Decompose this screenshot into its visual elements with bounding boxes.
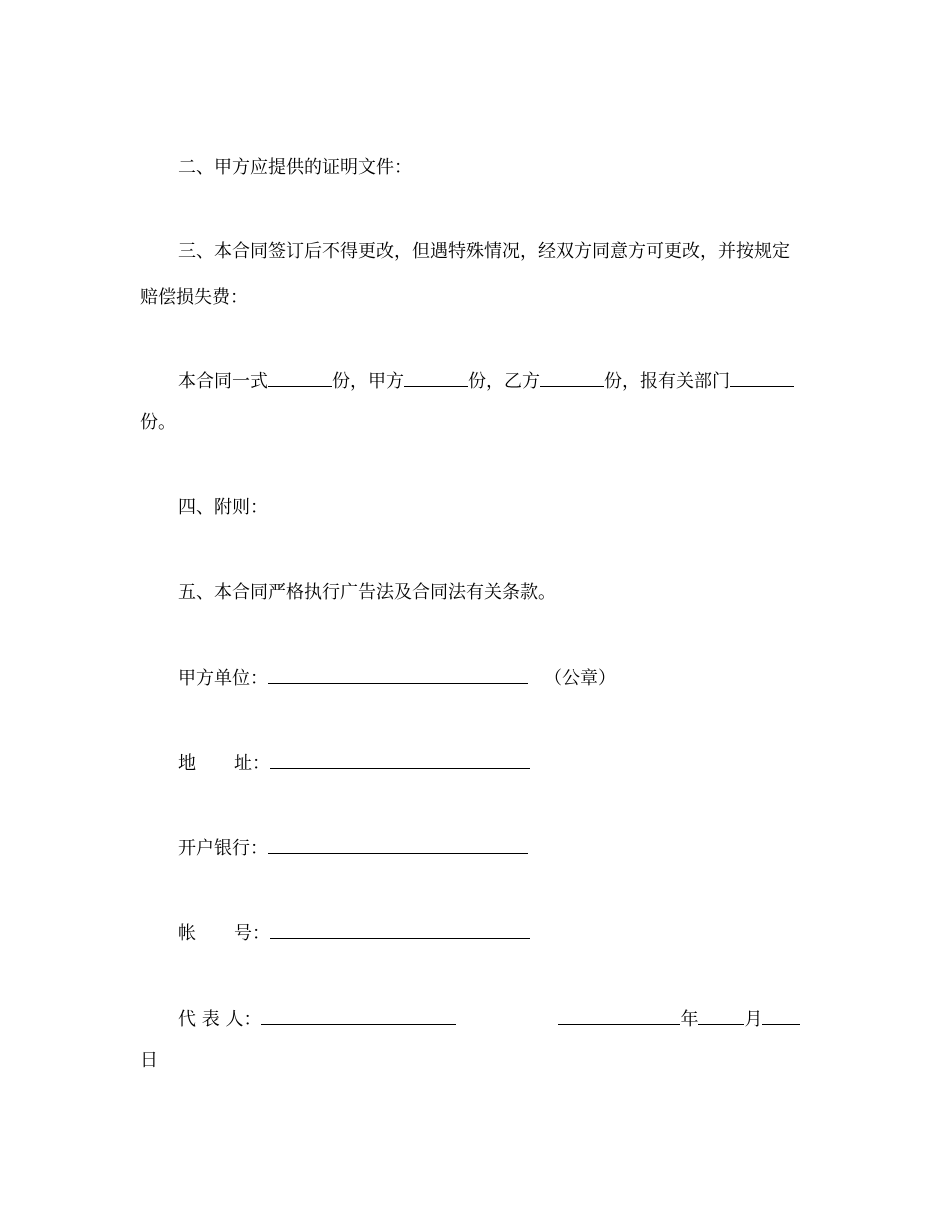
address-blank[interactable] bbox=[270, 752, 530, 769]
copies-party-a-blank[interactable] bbox=[404, 370, 468, 387]
year-label: 年 bbox=[680, 1009, 699, 1030]
clause-3-line-2: 赔偿损失费： bbox=[140, 287, 248, 308]
copies-department-blank[interactable] bbox=[730, 370, 794, 387]
account-label-char-2: 号： bbox=[234, 923, 270, 944]
clause-2: 二、甲方应提供的证明文件： bbox=[178, 157, 412, 178]
clause-4: 四、附则： bbox=[178, 497, 268, 518]
copies-party-b-blank[interactable] bbox=[540, 370, 604, 387]
day-label: 日 bbox=[140, 1050, 158, 1071]
account-row bbox=[178, 922, 530, 945]
copies-total-blank[interactable] bbox=[268, 370, 332, 387]
bank-row bbox=[178, 837, 528, 860]
party-a-unit-blank[interactable] bbox=[268, 667, 528, 684]
year-blank[interactable] bbox=[558, 1008, 680, 1025]
bank-label: 开户银行： bbox=[178, 838, 268, 859]
copies-line-1 bbox=[178, 370, 794, 393]
representative-row bbox=[178, 1008, 800, 1031]
day-blank[interactable] bbox=[762, 1008, 800, 1025]
clause-5: 五、本合同严格执行广告法及合同法有关条款。 bbox=[178, 582, 556, 603]
address-row bbox=[178, 752, 530, 775]
bank-blank[interactable] bbox=[268, 837, 528, 854]
copies-prefix: 本合同一式 bbox=[178, 371, 268, 392]
address-label-char-1: 地 bbox=[178, 753, 196, 774]
copies-part-3: 份，报有关部门 bbox=[604, 371, 730, 392]
copies-part-2: 份，乙方 bbox=[468, 371, 540, 392]
representative-label: 代 表 人： bbox=[178, 1009, 262, 1030]
account-blank[interactable] bbox=[270, 922, 530, 939]
month-label: 月 bbox=[744, 1009, 763, 1030]
party-a-unit-label: 甲方单位： bbox=[178, 668, 268, 689]
copies-line-2: 份。 bbox=[140, 412, 176, 433]
party-a-unit-row bbox=[178, 667, 616, 690]
address-label-char-2: 址： bbox=[234, 753, 270, 774]
seal-label: （公章） bbox=[544, 668, 616, 689]
account-label-char-1: 帐 bbox=[178, 923, 196, 944]
month-blank[interactable] bbox=[698, 1008, 744, 1025]
copies-part-1: 份，甲方 bbox=[332, 371, 404, 392]
clause-3-line-1: 三、本合同签订后不得更改，但遇特殊情况，经双方同意方可更改，并按规定 bbox=[178, 241, 790, 262]
representative-blank[interactable] bbox=[261, 1008, 456, 1025]
